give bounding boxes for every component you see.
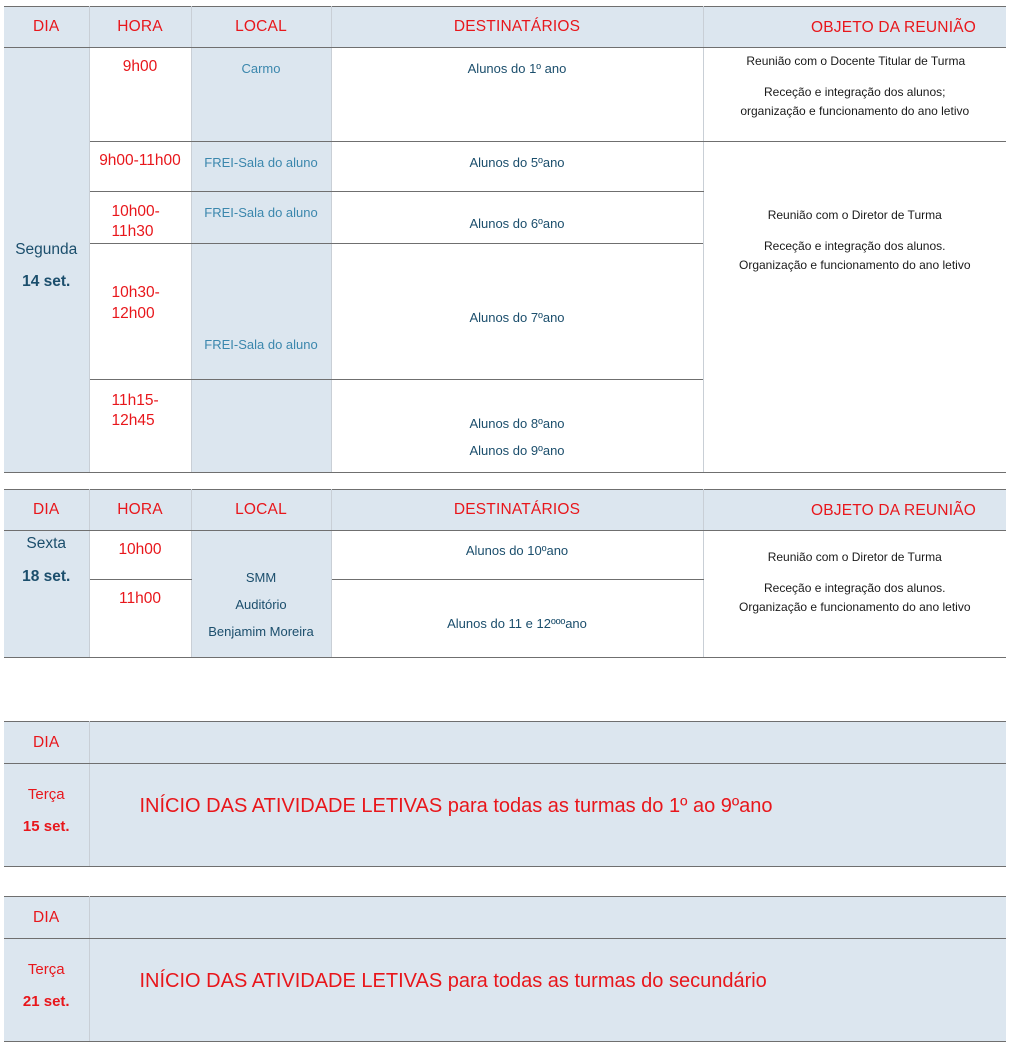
notice-text: para todas as turmas do 1º ao 9ºano [442, 795, 773, 817]
header-dia: DIA [4, 897, 89, 939]
day-date: 14 set. [22, 273, 71, 290]
day-date: 21 set. [22, 993, 70, 1010]
objective-cell: Reunião com o Docente Titular de Turma Receção e integração dos alunos; organização e funcionamento do ano letivo [703, 48, 1006, 142]
schedule-table-monday [4, 6, 1006, 473]
location-cell: FREI-Sala do aluno [191, 142, 331, 192]
objective-cell: Reunião com o Diretor de Turma Receção e integração dos alunos. Organização e funcionamento do ano letivo [703, 142, 1006, 473]
notice-table-15-set [4, 721, 1006, 867]
header-hora: HORA [89, 490, 191, 531]
time-cell: 10h30- 12h00 [89, 244, 191, 380]
header-local: LOCAL [191, 490, 331, 531]
notice-text: para todas as turmas do secundário [442, 970, 767, 992]
day-cell [4, 48, 89, 473]
header-destinatarios: DESTINATÁRIOS [331, 490, 703, 531]
header-hora: HORA [89, 7, 191, 48]
recipients-cell: Alunos do 1º ano [331, 48, 703, 142]
time-cell: 9h00 [89, 48, 191, 142]
header-dia: DIA [4, 722, 89, 764]
notice-cell [89, 764, 1006, 867]
day-date: 18 set. [22, 568, 71, 585]
notice-title: INÍCIO DAS ATIVIDADE LETIVAS [139, 970, 443, 992]
time-cell: 11h00 [89, 580, 191, 658]
recipients-cell: Alunos do 11 e 12ºººano [331, 580, 703, 658]
notice-table-21-set [4, 896, 1006, 1042]
objective-cell: Reunião com o Diretor de Turma Receção e integração dos alunos. Organização e funcionamento do ano letivo [703, 531, 1006, 658]
location-cell: SMM Auditório Benjamim Moreira [191, 531, 331, 658]
recipients-cell: Alunos do 7ºano [331, 244, 703, 380]
time-cell: 11h15- 12h45 [89, 380, 191, 473]
notice-title: INÍCIO DAS ATIVIDADE LETIVAS [139, 795, 443, 817]
day-cell [4, 939, 89, 1042]
header-dia: DIA [4, 490, 89, 531]
notice-cell [89, 939, 1006, 1042]
schedule-table-friday [4, 489, 1006, 658]
time-cell: 10h00- 11h30 [89, 192, 191, 244]
location-cell [191, 380, 331, 473]
recipients-cell: Alunos do 10ºano [331, 531, 703, 580]
header-dia: DIA [4, 7, 89, 48]
day-name: Sexta [26, 535, 67, 552]
location-cell: FREI-Sala do aluno [191, 192, 331, 244]
header-empty [89, 722, 1006, 764]
day-cell [4, 531, 89, 658]
time-cell: 9h00-11h00 [89, 142, 191, 192]
location-cell: FREI-Sala do aluno [191, 244, 331, 380]
day-name: Terça [27, 786, 65, 803]
header-empty [89, 897, 1006, 939]
recipients-cell: Alunos do 6ºano [331, 192, 703, 244]
header-destinatarios: DESTINATÁRIOS [331, 7, 703, 48]
header-local: LOCAL [191, 7, 331, 48]
day-date: 15 set. [22, 818, 70, 835]
day-cell [4, 764, 89, 867]
day-name: Terça [27, 961, 65, 978]
recipients-cell: Alunos do 8ºano Alunos do 9ºano [331, 380, 703, 473]
day-name: Segunda [15, 241, 78, 258]
recipients-cell: Alunos do 5ºano [331, 142, 703, 192]
header-objeto: OBJETO DA REUNIÃO [703, 7, 1006, 48]
header-objeto: OBJETO DA REUNIÃO [703, 490, 1006, 531]
time-cell: 10h00 [89, 531, 191, 580]
location-cell: Carmo [191, 48, 331, 142]
